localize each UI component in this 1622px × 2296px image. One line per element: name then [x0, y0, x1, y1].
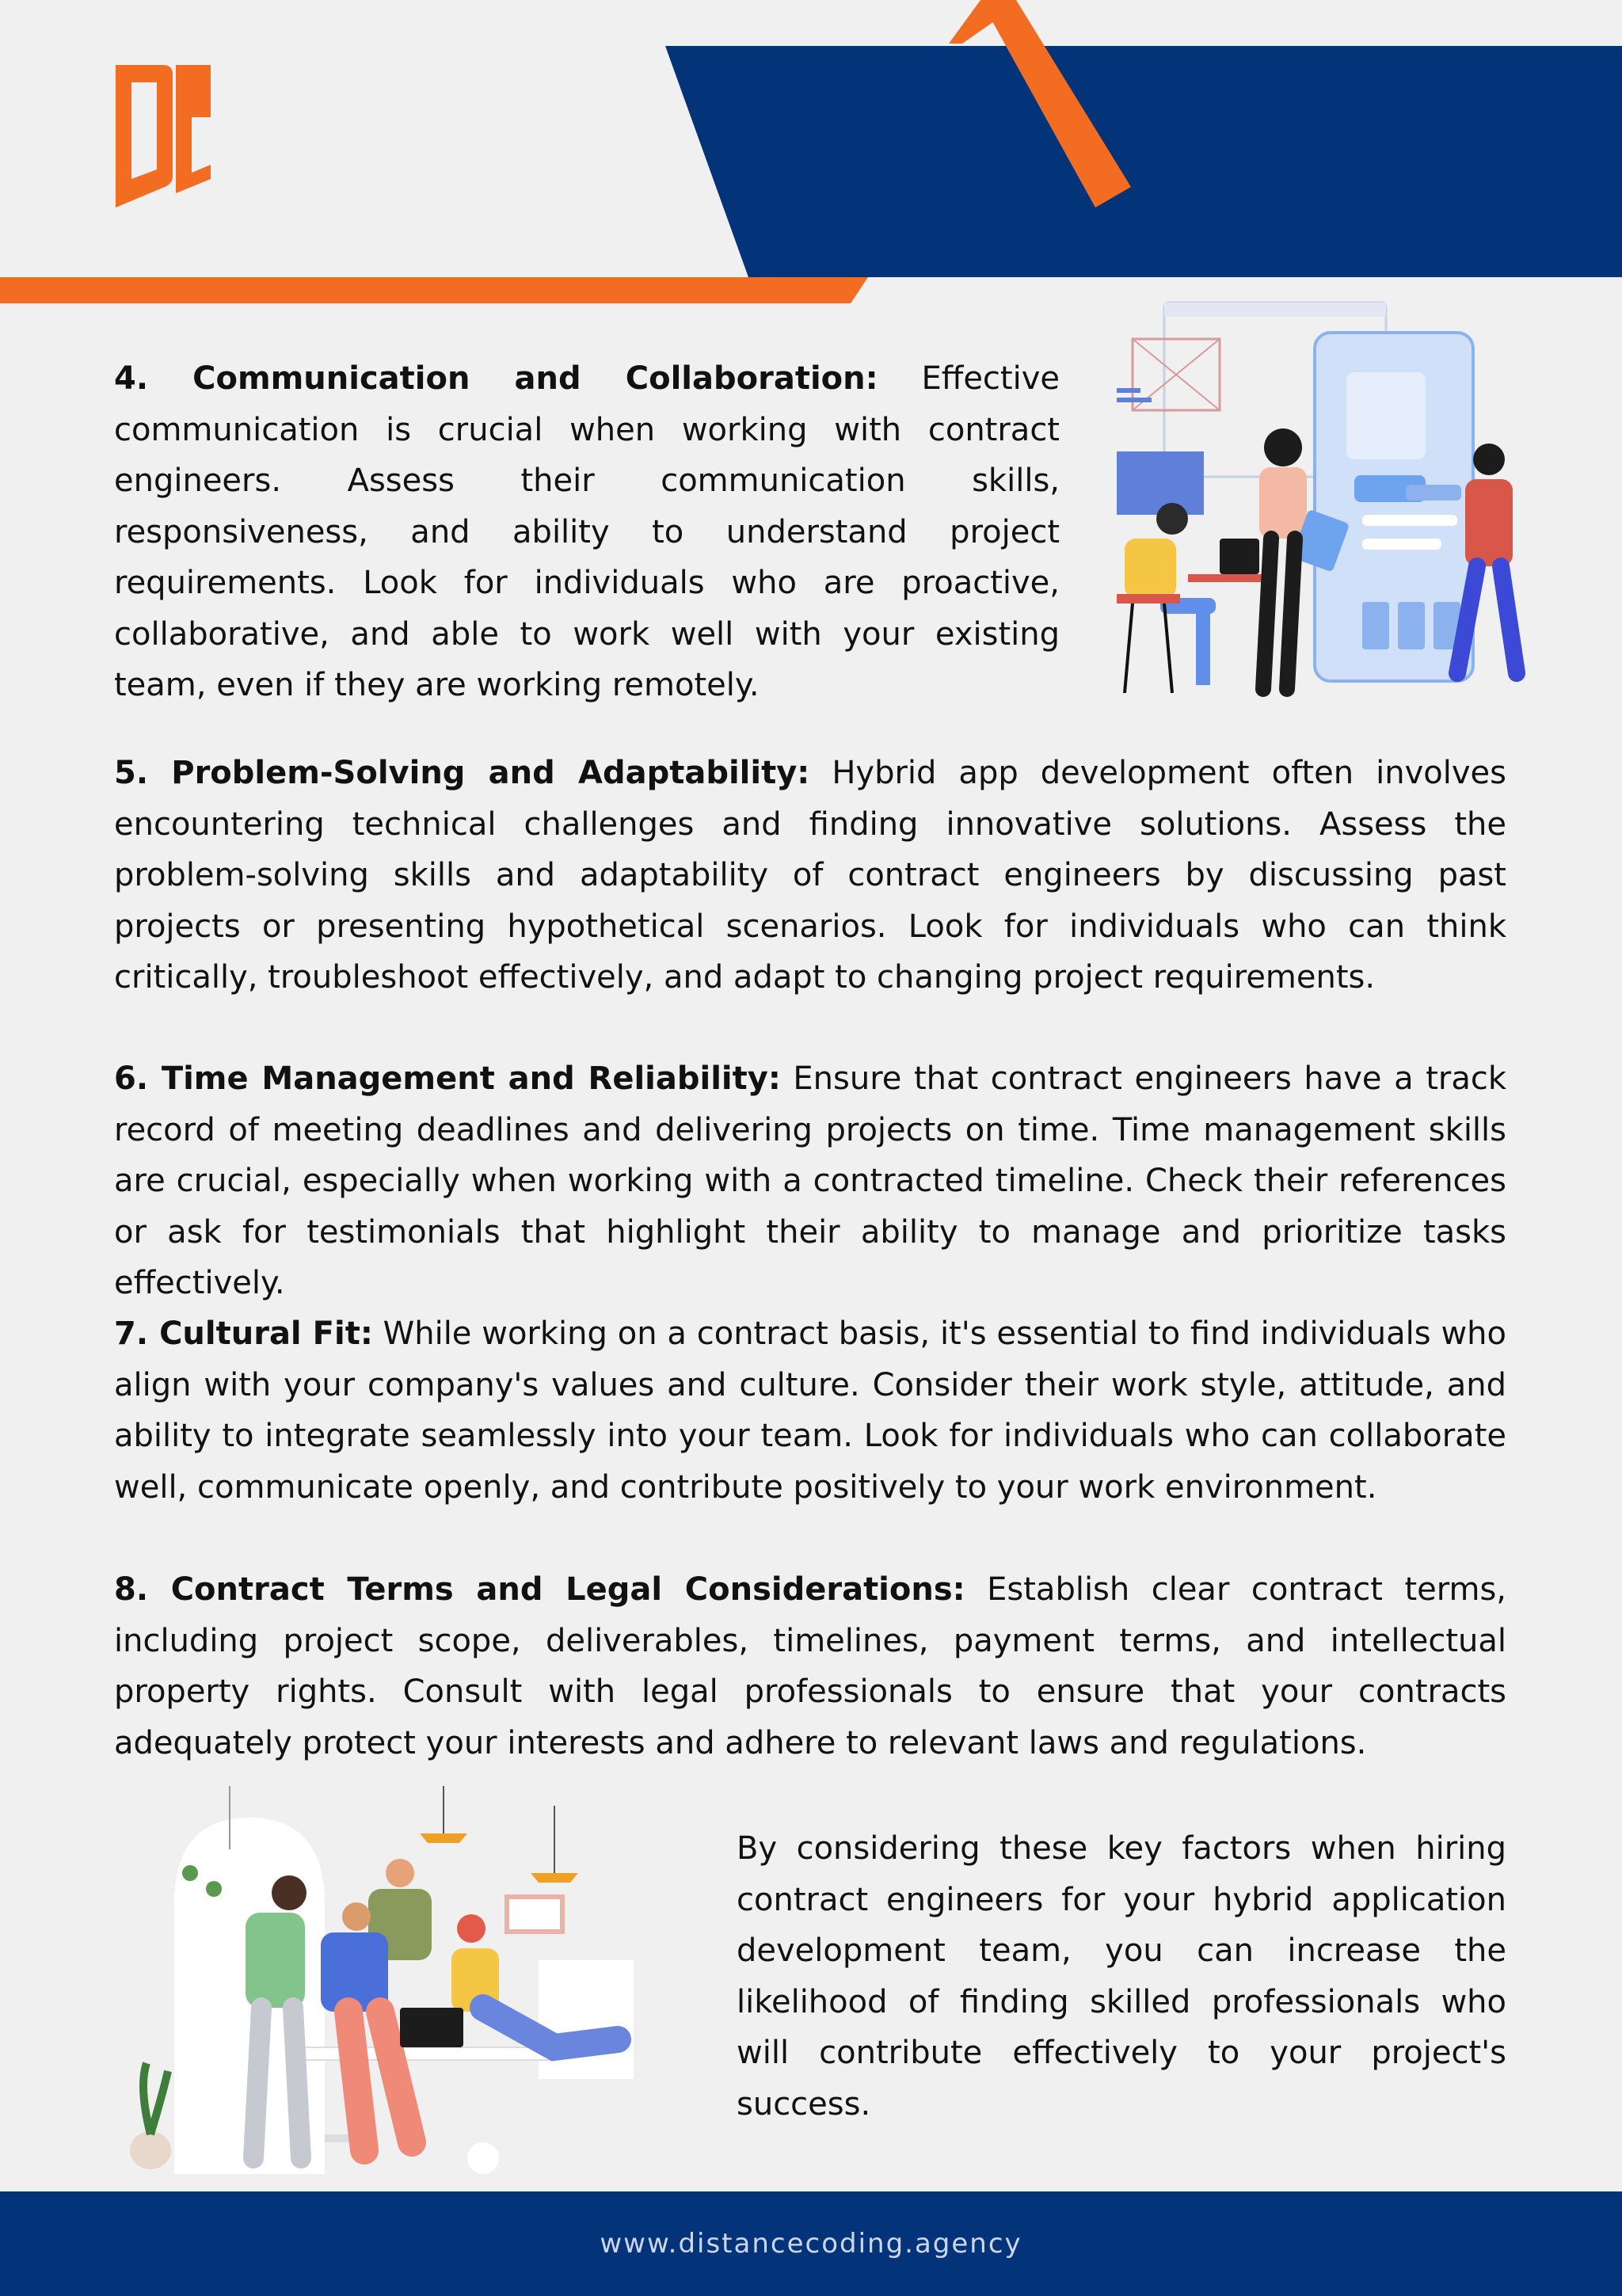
header-orange-bar	[0, 277, 868, 303]
section-heading: 8. Contract Terms and Legal Considerations:	[114, 1571, 965, 1608]
header-navy-shape	[665, 46, 1622, 277]
section-contract-terms	[114, 1564, 1506, 1769]
section-communication	[114, 353, 1060, 711]
section-body: Ensure that contract engineers have a track record of meeting deadlines and delivering projects on time. Time management skills are crucial, especially when working with a contracted timeline. Check their references or ask for testimonials that highlight their ability to manage and prioritize tasks effectively.	[114, 1060, 1506, 1301]
team-building-app-illustration	[1085, 301, 1544, 713]
section-heading: 6. Time Management and Reliability:	[114, 1060, 781, 1097]
team-meeting-illustration	[111, 1786, 649, 2174]
section-heading: 4. Communication and Collaboration:	[114, 360, 878, 397]
section-body: Hybrid app development often involves encountering technical challenges and finding innovative solutions. Assess the problem-solving skills and adaptability of contract engineers by discussing past projects or presenting hypothetical scenarios. Look for individuals who can think critically, troubleshoot effectively, and adapt to changing project requirements.	[114, 755, 1506, 996]
logo-dc-icon	[116, 65, 211, 208]
conclusion-text: By considering these key factors when hiring contract engineers for your hybrid application development team, you can increase the likelihood of finding skilled professionals who will contribute effectively to your project's success.	[737, 1830, 1506, 2123]
footer-website-link[interactable]: www.distancecoding.agency	[600, 2228, 1022, 2260]
section-time-management	[114, 1053, 1506, 1309]
section-body: While working on a contract basis, it's essential to find individuals who align with your company's values and culture. Consider their work style, attitude, and ability to integrate seamlessly into your team. Look for individuals who can collaborate well, communicate openly, and contribute positively to your work environment.	[114, 1316, 1506, 1506]
section-body: Establish clear contract terms, including project scope, deliverables, timelines, payment terms, and intellectual property rights. Consult with legal professionals to ensure that your contracts adequately protect your interests and adhere to relevant laws and regulations.	[114, 1571, 1507, 1761]
section-problem-solving	[114, 748, 1506, 1003]
section-cultural-fit	[114, 1308, 1506, 1513]
section-body: Effective communication is crucial when working with contract engineers. Assess their communication skills, responsiveness, and ability to understand project requirements. Look for individuals who are proactive, collaborative, and able to work well with your existing team, even if they are working remotely.	[114, 360, 1060, 703]
section-heading: 5. Problem-Solving and Adaptability:	[114, 755, 810, 791]
header-banner	[0, 0, 1622, 317]
section-heading: 7. Cultural Fit:	[114, 1316, 373, 1352]
